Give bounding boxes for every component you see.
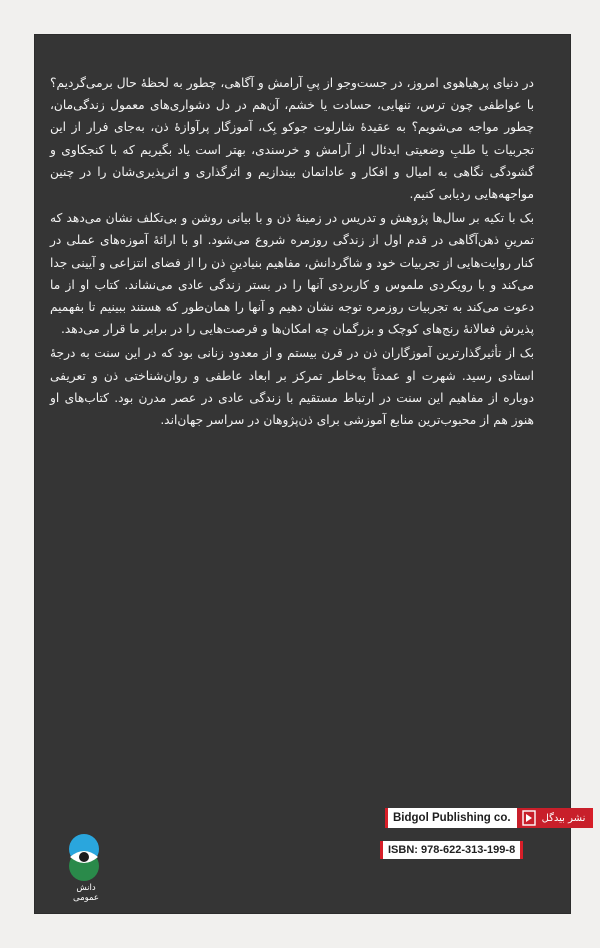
series-label: دانش عمومی bbox=[72, 883, 99, 903]
blurb-paragraph-3: بک از تأثیرگذارترین آموزگاران ذن در قرن بیستم و از معدود زنانی بود که در این سنت به درجهٔ استادی رسید. شهرت او عمدتاً به‌خاطر تمرکز بر ابعاد عاطفی و روان‌شناختی ذن و تعریفی دوباره از مفاهیم این سنت در ارتباط مستقیم با زندگی عادی در عصر مدرن بود. کتاب‌های او هنوز هم از محبوب‌ترین منابع آموزشی برای ذن‌پژوهان در سراسر جهان‌اند. bbox=[50, 346, 534, 428]
publisher-name-fa: نشر بیدگل bbox=[541, 812, 586, 824]
isbn-number: ISBN: 978-622-313-199-8 bbox=[383, 841, 520, 859]
blurb-paragraph-2: بک با تکیه بر سال‌ها پژوهش و تدریس در زمینهٔ ذن و با بیانی روشن و بی‌تکلف نشان می‌دهد که تمرینِ ذهن‌آگاهی در قدم اول از زندگی روزمره شروع می‌شود. او با ارائهٔ آموزه‌های عملی در کنار روایت‌هایی از تجربیات خود و شاگردانش، مفاهیم بنیادینِ ذن را از فضای انتزاعی و آیینی جدا می‌کند و با رویکردی ملموس و کاربردی آنها را در بستر زندگی عادی می‌نشاند. کتاب او از ما دعوت می‌کند به تجربیات روزمره توجه نشان دهیم و آنها را همان‌طور که هستند ببینیم تا بفهمیم پذیرش فعالانهٔ رنج‌های کوچک و بزرگمان چه امکان‌ها و فرصت‌هایی را در برابر ما قرار می‌دهد. bbox=[50, 211, 534, 337]
isbn-label bbox=[380, 840, 523, 860]
publisher-name-en: Bidgol Publishing co. bbox=[388, 808, 516, 828]
blurb-paragraph-1: در دنیای پرهیاهوی امروز، در جست‌وجو از پیِ آرامش و آگاهی، چطور به لحظهٔ حال برمی‌گردیم؟ با عواطفی چون ترس، تنهایی، حسادت یا خشم، آن‌هم در دل دشواری‌های معمول زندگی‌مان، چطور مواجه می‌شویم؟ به عقیدهٔ شارلوت جوکو بِک، آموزگار پرآوازهٔ ذن، به‌جای فرار از این تجربیات یا طلبِ وضعیتی ایدئال از آرامش و خرسندی، بهتر است یاد بگیریم که با کنجکاوی و گشودگی نگاهی به امیال و افکار و عاداتمان بیندازیم و اثرگذاری و اثرپذیری‌شان را در چنین مواجهه‌هایی ردیابی کنیم. bbox=[50, 76, 534, 202]
publisher-logo-icon bbox=[522, 810, 536, 826]
publisher-bar-right bbox=[590, 808, 593, 828]
publisher-badge bbox=[385, 806, 593, 830]
isbn-bar-right bbox=[520, 841, 523, 859]
publisher-name-fa-box bbox=[517, 808, 591, 828]
back-cover-blurb bbox=[50, 72, 534, 433]
